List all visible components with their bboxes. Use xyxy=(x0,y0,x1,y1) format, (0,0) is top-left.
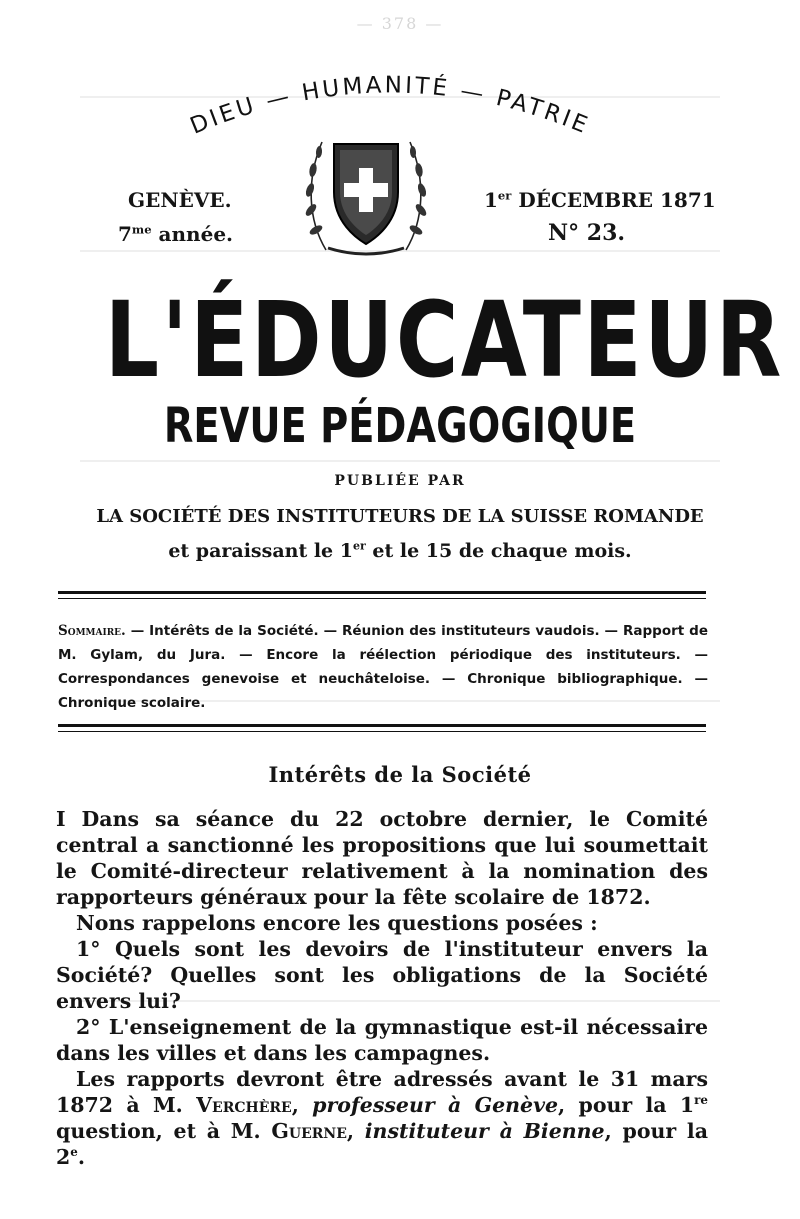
section-heading: Intérêts de la Société xyxy=(268,762,532,787)
paragraph: I Dans sa séance du 22 octobre dernier, le Comité central a sanctionné les propositions que lui soumettait le Comité-directeur relativement à la nomination des rapporteurs généraux pour la fête scolaire de 1872. xyxy=(56,807,708,909)
bleed-line xyxy=(80,460,720,462)
question-1: 1° Quels sont les devoirs de l'instituteur envers la Société? Quelles sont les obligations de la Société envers lui? xyxy=(56,937,708,1013)
article-body xyxy=(56,806,708,1170)
page-number: — 378 — xyxy=(356,14,444,33)
divider-rule xyxy=(58,724,706,727)
masthead-year: $7^{me}$ année. xyxy=(118,222,233,246)
divider-rule xyxy=(58,731,706,732)
motto-text: DIEU — HUMANITÉ — PATRIE xyxy=(186,72,594,140)
table-of-contents-summary xyxy=(58,619,708,715)
masthead-issue-number: N° 23. xyxy=(548,220,626,246)
publisher-society: LA SOCIÉTÉ DES INSTITUTEURS DE LA SUISSE ROMANDE xyxy=(96,506,704,527)
publication-frequency: et paraissant le 1er et le 15 de chaque mois. xyxy=(168,539,632,562)
summary-text: — Intérêts de la Société. — Réunion des instituteurs vaudois. — Rapport de M. Gylam, du Jura. — Encore la réélection périodique des instituteurs. — Correspondances genevoise et neuchâteloise. — Chronique bibliographique. — Chronique scolaire. xyxy=(58,623,708,711)
masthead-date: 1er DÉCEMBRE 1871 xyxy=(484,188,716,212)
geneva-coat-of-arms-icon xyxy=(296,130,436,260)
question-2: 2° L'enseignement de la gymnastique est-il nécessaire dans les villes et dans les campagnes. xyxy=(56,1015,708,1065)
paragraph: Les rapports devront être adressés avant le 31 mars 1872 à M. Verchère, professeur à Genève, pour la 1re question, et à M. Guerne, instituteur à Bienne, pour la 2e. xyxy=(56,1067,709,1169)
divider-rule xyxy=(58,591,706,594)
published-by-label: PUBLIÉE PAR xyxy=(334,473,466,489)
journal-subtitle: REVUE PÉDAGOGIQUE xyxy=(163,398,637,454)
divider-rule xyxy=(58,598,706,599)
paragraph: Nons rappelons encore les questions posées : xyxy=(76,911,598,935)
summary-label: Sommaire. xyxy=(58,623,126,639)
masthead-city: GENÈVE. xyxy=(128,188,232,212)
journal-title: L'ÉDUCATEUR xyxy=(104,279,784,401)
